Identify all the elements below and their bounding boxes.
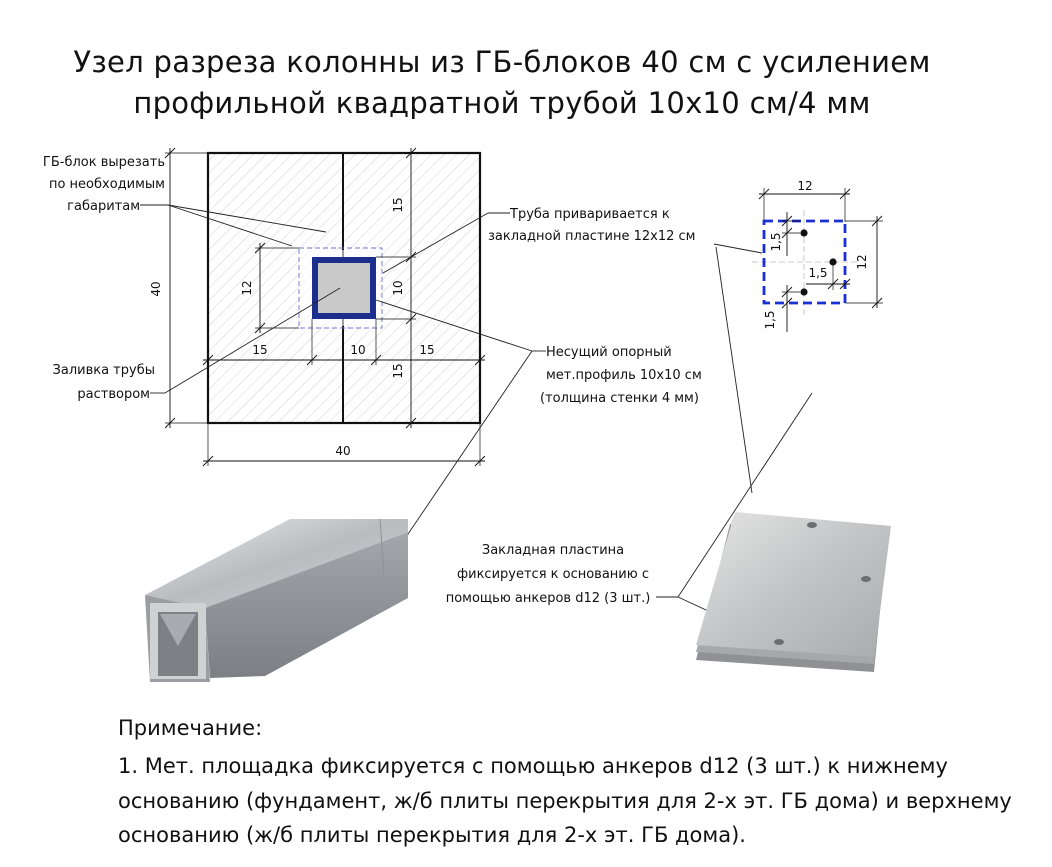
pipe-mortar-fill [318, 263, 370, 313]
dim-plate-12: 12 [240, 280, 254, 296]
dim-top-15: 15 [391, 197, 405, 213]
callout-pipe-welded-line-2: закладной пластине 12х12 см [488, 229, 696, 244]
note-heading: Примечание: [118, 716, 263, 740]
anchor-hole-bottom [800, 288, 807, 295]
callout-filling-line-2: раствором [77, 387, 150, 402]
callout-plate-line-1: Закладная пластина [481, 543, 625, 558]
anchor-hole-top [800, 229, 807, 236]
callout-plate-line-3: помощью анкеров d12 (3 шт.) [445, 591, 651, 606]
plate-dim-right-12: 12 [855, 254, 869, 270]
plate-detail [752, 179, 883, 332]
dim-bottom-mid-10: 10 [350, 343, 366, 357]
plate-dim-left-1-5: 1,5 [769, 232, 783, 252]
dim-bottom-right-15: 15 [419, 343, 435, 357]
callout-gb-block-line-2: по необходимым [48, 177, 165, 192]
callout-filling-line-1: Заливка трубы [52, 363, 155, 378]
title-line-2: профильной квадратной трубой 10х10 см/4 мм [133, 86, 871, 120]
note-line-1: 1. Мет. площадка фиксируется с помощью анкеров d12 (3 шт.) к нижнему [118, 754, 948, 778]
dim-overall-height: 40 [149, 281, 163, 297]
callout-plate-line-2: фиксируется к основанию с [457, 567, 649, 582]
plate-dim-mid-1-5: 1,5 [808, 266, 828, 280]
callout-profile-line-3: (толщина стенки 4 мм) [540, 391, 699, 406]
dim-right-10: 10 [391, 280, 405, 296]
callout-pipe-welded-line-1: Труба приваривается к [510, 207, 670, 222]
plate-dim-bottom-1-5: 1,5 [763, 310, 777, 330]
callout-gb-block-line-3: габаритам [67, 199, 140, 214]
embedded-plate-photo [696, 512, 891, 672]
dim-overall-width: 40 [335, 444, 351, 458]
steel-pipe-photo [145, 519, 408, 682]
dim-bottom-15: 15 [391, 363, 405, 379]
note-line-2: основанию (фундамент, ж/б плиты перекрытия для 2-х эт. ГБ дома) и верхнему [118, 789, 1012, 813]
title-line-1: Узел разреза колонны из ГБ-блоков 40 см с усилением [73, 45, 931, 79]
dim-bottom-left-15: 15 [252, 343, 268, 357]
callout-gb-block-line-1: ГБ-блок вырезать [42, 155, 165, 170]
callout-profile-line-2: мет.профиль 10х10 см [546, 368, 702, 383]
note-line-3: основанию (ж/б плиты перекрытия для 2-х эт. ГБ дома). [118, 823, 746, 847]
plate-dim-top-12: 12 [797, 179, 813, 193]
callout-profile-line-1: Несущий опорный [546, 345, 672, 360]
